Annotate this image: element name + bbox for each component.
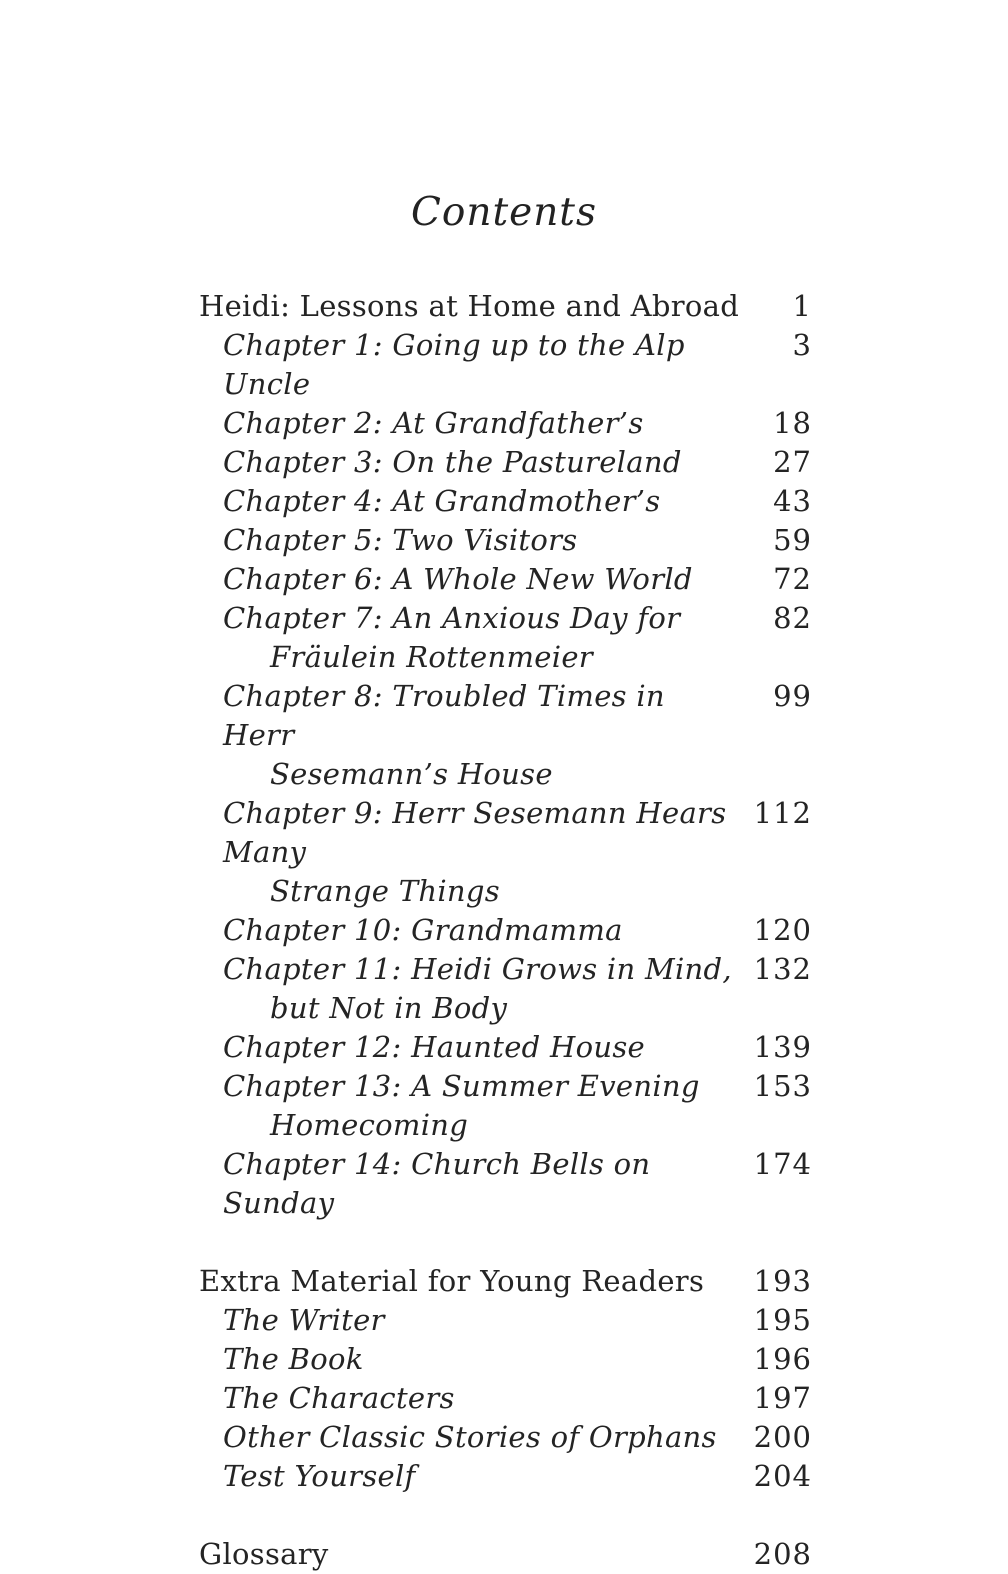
toc-entry [199,911,812,950]
toc-entry-title [199,1340,742,1379]
toc-entry-line: The Book [223,1342,364,1376]
toc-entry-title [199,1028,742,1067]
toc-entry-page-number: 3 [792,328,812,362]
toc-entry [199,677,812,794]
toc-entry-page-number: 27 [773,445,812,479]
toc-entry [199,560,812,599]
toc-entry-line: Heidi: Lessons at Home and Abroad [199,289,740,323]
toc-entry-line: Extra Material for Young Readers [199,1264,705,1298]
toc-entry-line-continuation: but Not in Body [270,991,508,1025]
toc-entry-line: Chapter 12: Haunted House [223,1030,646,1064]
toc-entry-page-number: 200 [753,1420,812,1454]
toc-entry [199,1301,812,1340]
toc-entry-title [199,1535,742,1574]
toc-entry-line: Chapter 1: Going up to the Alp Uncle [223,328,685,401]
toc-entry-line-continuation: Fräulein Rottenmeier [270,640,593,674]
toc-entry-line: The Characters [223,1381,455,1415]
toc-entry-title [199,1457,742,1496]
toc-entry-line-continuation: Strange Things [270,874,500,908]
toc-entry-page-number: 197 [753,1381,812,1415]
toc-entry-title [199,560,742,599]
toc-entry-page-number: 132 [753,952,812,986]
toc-entry [199,521,812,560]
toc-entry-page-number: 82 [773,601,812,635]
toc-entry [199,1262,812,1301]
toc-entry [199,1145,812,1223]
toc-entry-page-number: 112 [753,796,812,830]
toc-entry [199,950,812,1028]
toc-entry [199,1067,812,1145]
toc-entry-line: Chapter 2: At Grandfather’s [223,406,644,440]
toc-entry-line: Glossary [199,1537,329,1571]
toc-entry [199,1379,812,1418]
toc-entry-title [199,287,742,326]
toc-entry-line-continuation: Homecoming [270,1108,469,1142]
toc-entry-title [199,1145,742,1223]
toc-entry-title [199,1067,742,1145]
toc-entry-page-number: 18 [773,406,812,440]
toc-entry-page-number: 195 [753,1303,812,1337]
toc-entry-page-number: 72 [773,562,812,596]
toc-entry-title [199,794,742,911]
toc-entry-line: Chapter 14: Church Bells on Sunday [223,1147,651,1220]
toc-entry [199,482,812,521]
toc-entry-line: Chapter 13: A Summer Evening [223,1069,700,1103]
toc-entry-line: Other Classic Stories of Orphans [223,1420,717,1454]
toc-entry-page-number: 43 [773,484,812,518]
page-title: Contents [411,190,597,235]
toc-entry-title [199,911,742,950]
toc-entry-title [199,326,742,404]
toc-entry-page-number: 193 [753,1264,812,1298]
toc-entry [199,1418,812,1457]
toc-entry-title [199,1418,742,1457]
toc-entry-title [199,599,742,677]
toc-entry-line: The Writer [223,1303,385,1337]
toc-entry-page-number: 139 [753,1030,812,1064]
toc-entry-line: Chapter 10: Grandmamma [223,913,623,947]
toc-entry-page-number: 153 [753,1069,812,1103]
toc-entry-line: Chapter 9: Herr Sesemann Hears Many [223,796,727,869]
toc-entry-line: Chapter 6: A Whole New World [223,562,693,596]
toc-entry-line: Chapter 8: Troubled Times in Herr [223,679,665,752]
toc-entry-title [199,443,742,482]
toc-entry-title [199,677,742,794]
toc-entry-page-number: 174 [753,1147,812,1181]
toc-entry-page-number: 204 [753,1459,812,1493]
toc-entry-title [199,1379,742,1418]
toc-entry [199,1340,812,1379]
toc-entry [199,287,812,326]
toc-entry [199,794,812,911]
toc-entry [199,404,812,443]
toc-entry-page-number: 196 [753,1342,812,1376]
toc-entry-line: Chapter 11: Heidi Grows in Mind, [223,952,732,986]
toc-entry-line: Chapter 3: On the Pastureland [223,445,682,479]
toc-entry-line: Test Yourself [223,1459,416,1493]
toc-entry-page-number: 1 [792,289,812,323]
toc-list [199,287,812,1574]
toc-entry-title [199,521,742,560]
toc-entry [199,599,812,677]
toc-entry-page-number: 99 [773,679,812,713]
toc-entry [199,443,812,482]
toc-entry-title [199,1301,742,1340]
toc-entry-title [199,950,742,1028]
toc-entry [199,326,812,404]
toc-entry [199,1028,812,1067]
toc-entry-line-continuation: Sesemann’s House [270,757,553,791]
toc-entry-title [199,1262,742,1301]
toc-entry-page-number: 208 [753,1537,812,1571]
toc-entry-title [199,404,742,443]
toc-entry [199,1457,812,1496]
toc-entry-page-number: 120 [753,913,812,947]
toc-entry-line: Chapter 5: Two Visitors [223,523,578,557]
toc-entry-line: Chapter 7: An Anxious Day for [223,601,681,635]
toc-entry [199,1535,812,1574]
toc-entry-line: Chapter 4: At Grandmother’s [223,484,661,518]
toc-entry-title [199,482,742,521]
toc-entry-page-number: 59 [773,523,812,557]
